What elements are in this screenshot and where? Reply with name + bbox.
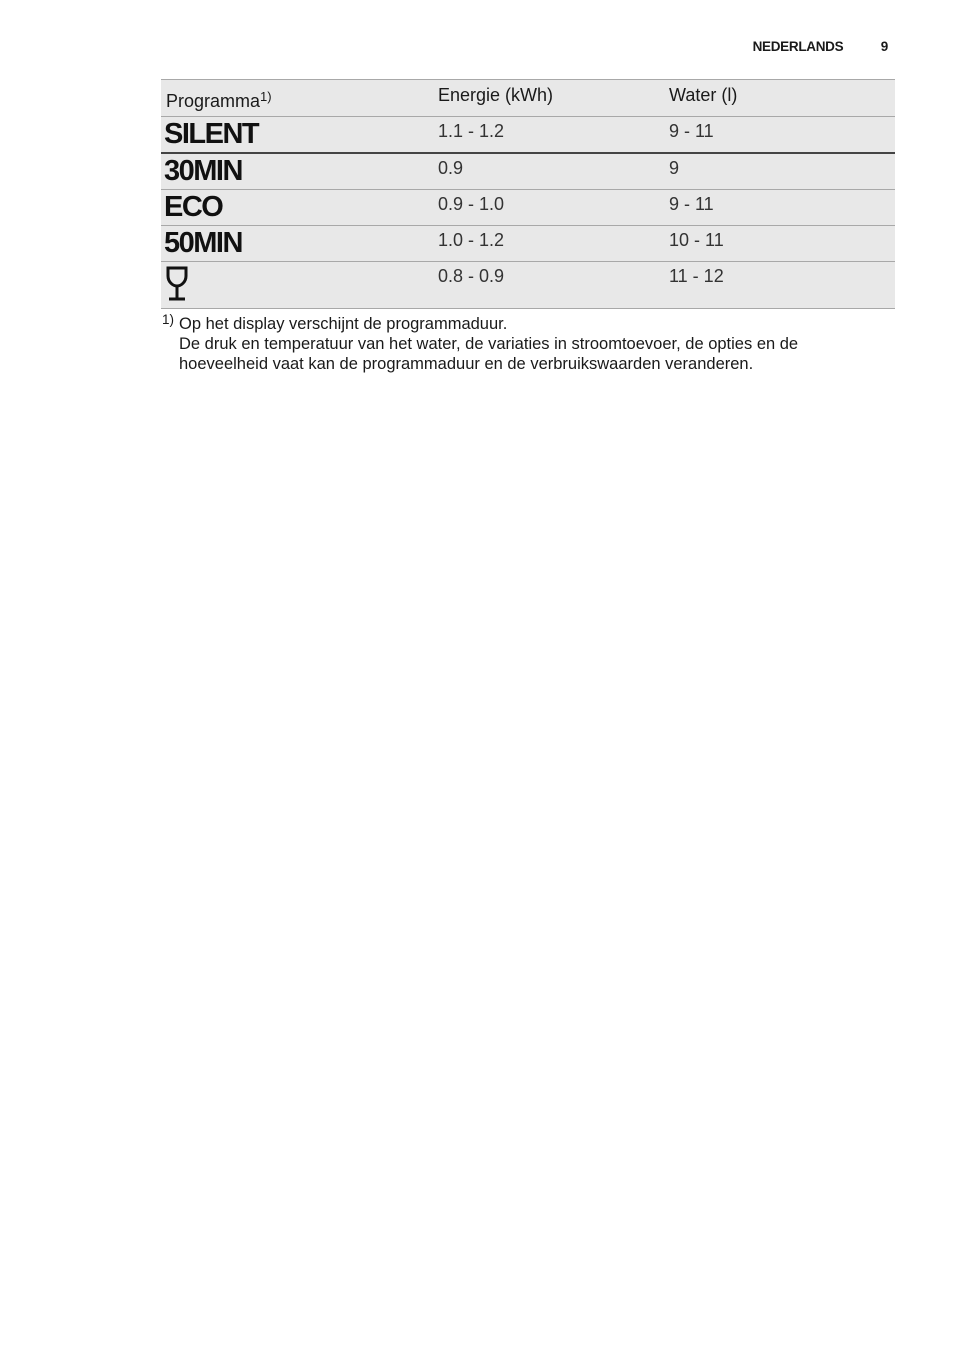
energy-cell: 1.0 - 1.2 [438,230,505,250]
footnote-line: hoeveelheid vaat kan de programmaduur en de verbruikswaarden veranderen. [179,355,754,373]
table-row [161,153,895,190]
table-header-row [161,80,895,117]
page-header [753,39,888,54]
table-row [161,117,895,154]
page-number: 9 [880,39,888,54]
program-cell [161,190,438,226]
program-cell [161,153,438,190]
footnote [162,310,882,374]
header-language: NEDERLANDS [752,39,844,54]
program-cell [161,262,438,309]
column-header-program-label: Programma [166,91,261,111]
column-header-program [161,80,438,117]
water-cell: 9 - 11 [669,121,714,141]
program-name: 30MIN [164,155,242,187]
water-cell: 10 - 11 [669,230,724,250]
column-header-water: Water (l) [669,85,738,105]
footnote-line: De druk en temperatuur van het water, de variaties in stroomtoevoer, de opties en de [179,335,799,353]
program-cell [161,226,438,262]
energy-cell: 0.9 - 1.0 [438,194,505,214]
footnote-marker: 1) [162,312,175,327]
table-row [161,190,895,226]
water-cell: 11 - 12 [669,266,724,286]
table-row [161,226,895,262]
program-name: SILENT [164,118,259,150]
wine-glass-icon [166,266,188,302]
footnote-text [162,310,882,374]
energy-cell: 1.1 - 1.2 [438,121,505,141]
consumption-table [161,79,895,309]
water-cell: 9 - 11 [669,194,714,214]
footnote-line: Op het display verschijnt de programmaduur. [179,315,508,333]
program-name: 50MIN [164,227,242,259]
energy-cell: 0.8 - 0.9 [438,266,505,286]
table-row [161,262,895,309]
footnote-reference: 1) [260,89,272,104]
program-cell [161,117,438,154]
energy-cell: 0.9 [438,158,464,178]
water-cell: 9 [669,158,680,178]
program-name: ECO [164,191,223,223]
column-header-energy: Energie (kWh) [438,85,554,105]
